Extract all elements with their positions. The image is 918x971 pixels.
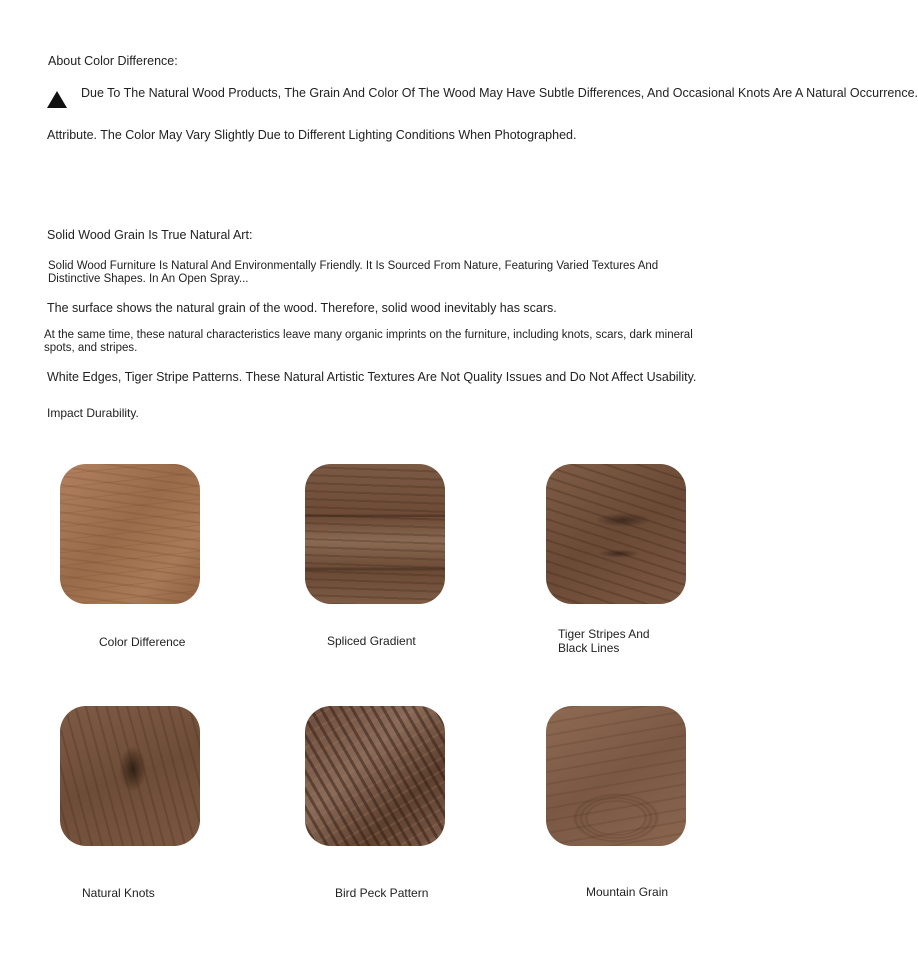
color-difference-heading: About Color Difference:	[48, 54, 178, 68]
wood-swatch-bird-peck	[305, 706, 445, 846]
wood-swatch-spliced-gradient	[305, 464, 445, 604]
wood-swatch-natural-knots	[60, 706, 200, 846]
swatch-caption: Color Difference	[99, 635, 186, 649]
solid-wood-paragraph-2: The surface shows the natural grain of the wood. Therefore, solid wood inevitably has scars.	[47, 301, 557, 315]
solid-wood-paragraph-1: Solid Wood Furniture Is Natural And Environmentally Friendly. It Is Sourced From Nature, Featuring Varied Textures And Distinctive Shapes. In An Open Spray...	[48, 260, 659, 285]
solid-wood-paragraph-4: White Edges, Tiger Stripe Patterns. These Natural Artistic Textures Are Not Quality Issues and Do Not Affect Usability.	[47, 370, 697, 384]
color-difference-paragraph-2: Attribute. The Color May Vary Slightly Due to Different Lighting Conditions When Photographed.	[47, 128, 577, 142]
swatch-caption: Mountain Grain	[586, 885, 669, 899]
solid-wood-heading: Solid Wood Grain Is True Natural Art:	[47, 228, 253, 242]
color-difference-paragraph-1: Due To The Natural Wood Products, The Grain And Color Of The Wood May Have Subtle Differences, And Occasional Knots Are A Natural Occurrence.	[81, 86, 918, 100]
wood-swatch-color-difference	[60, 464, 200, 604]
swatch-caption: Tiger Stripes And Black Lines	[558, 627, 650, 655]
swatch-caption: Spliced Gradient	[327, 634, 416, 648]
wood-swatch-tiger-stripes	[546, 464, 686, 604]
solid-wood-paragraph-3: At the same time, these natural characteristics leave many organic imprints on the furniture, including knots, scars, dark mineral spots, and stripes.	[44, 329, 693, 354]
warning-triangle-icon	[47, 91, 67, 108]
swatch-caption: Bird Peck Pattern	[335, 886, 429, 900]
wood-swatch-mountain-grain	[546, 706, 686, 846]
solid-wood-paragraph-5: Impact Durability.	[47, 406, 139, 420]
swatch-caption: Natural Knots	[82, 886, 155, 900]
